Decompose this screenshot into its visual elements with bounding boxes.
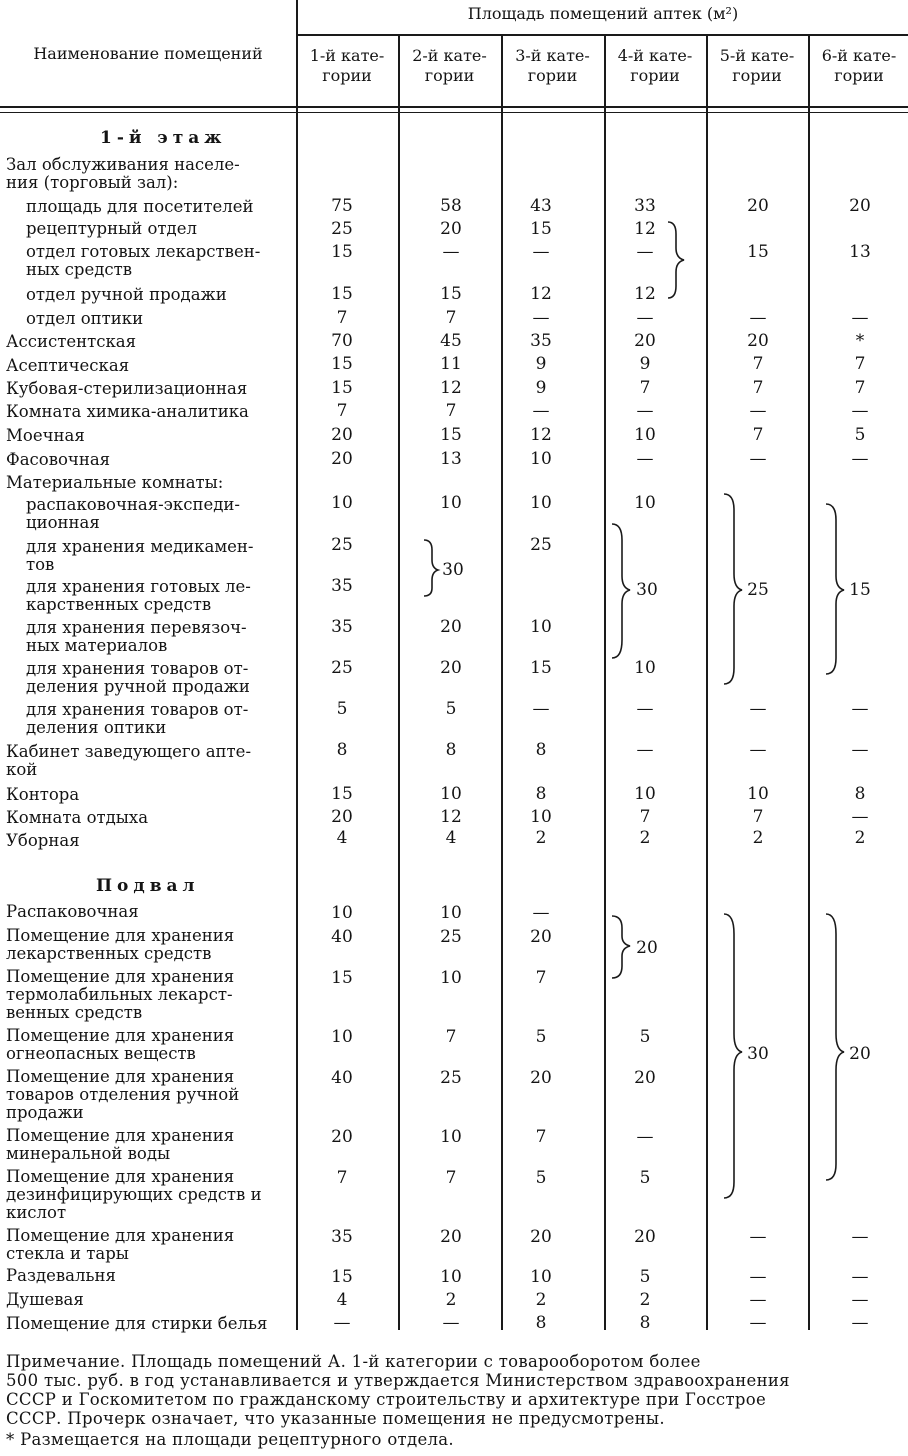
cell-value: —: [636, 308, 654, 328]
row-label: Помещение для хранения товаров отделения ручной продажи: [6, 1067, 240, 1122]
cell-value: *: [855, 331, 865, 351]
brace-basement-5th: [724, 914, 742, 1198]
cell-value: 10: [440, 784, 462, 804]
cell-value: 7: [854, 354, 866, 374]
cell-value: 7: [639, 378, 651, 398]
row-label: для хранения готовых ле- карственных средств: [26, 577, 251, 614]
note-line: Примечание. Площадь помещений А. 1-й категории с товарооборотом более: [6, 1352, 701, 1371]
category-header: 4-й кате- гории: [617, 46, 693, 85]
cell-value: —: [532, 242, 550, 262]
cell-value: 10: [634, 425, 656, 445]
cell-value: 20: [331, 1127, 353, 1147]
cell-value: 40: [331, 1068, 353, 1088]
cell-value: —: [636, 449, 654, 469]
category-header: 1-й кате- гории: [309, 46, 385, 85]
cell-value: 25: [530, 535, 552, 555]
cell-value: 7: [336, 308, 348, 328]
cell-value: 15: [331, 242, 353, 262]
row-label: Уборная: [6, 831, 80, 850]
row-label: для хранения перевязоч- ных материалов: [26, 618, 247, 655]
cell-value: 7: [752, 354, 764, 374]
row-label: Помещение для хранения дезинфицирующих средств и кислот: [6, 1167, 262, 1222]
row-label: отдел оптики: [26, 309, 144, 328]
section-title: 1-й этаж: [100, 128, 227, 148]
cell-value: —: [851, 807, 869, 827]
brace-1st-floor-4th: [668, 222, 684, 298]
cell-value: 5: [639, 1027, 651, 1047]
cell-value: 5: [535, 1027, 547, 1047]
cell-value: 7: [445, 1027, 457, 1047]
cell-value: 20: [331, 425, 353, 445]
cell-value: 20: [331, 807, 353, 827]
cell-value: 5: [639, 1168, 651, 1188]
cell-value: 10: [634, 658, 656, 678]
cell-value: —: [851, 308, 869, 328]
cell-value: —: [749, 740, 767, 760]
cell-value: —: [442, 242, 460, 262]
cell-value: 20: [440, 219, 462, 239]
cell-value: 9: [535, 378, 547, 398]
cell-value: 15: [440, 425, 462, 445]
cell-value: 25: [440, 927, 462, 947]
cell-value: 10: [530, 449, 552, 469]
cell-value: —: [532, 699, 550, 719]
cell-value: 11: [440, 354, 462, 374]
cell-value: 10: [530, 807, 552, 827]
cell-value: —: [749, 1227, 767, 1247]
cell-value: —: [851, 1290, 869, 1310]
cell-value: 10: [440, 968, 462, 988]
cell-value: 10: [331, 1027, 353, 1047]
cell-value: 4: [336, 1290, 348, 1310]
cell-value: —: [333, 1313, 351, 1333]
row-label: для хранения товаров от- деления ручной продажи: [26, 659, 250, 696]
cell-value: —: [749, 1313, 767, 1333]
cell-value: 43: [530, 196, 552, 216]
cell-value: 10: [747, 784, 769, 804]
row-label: Помещение для хранения термолабильных лекарст- венных средств: [6, 967, 235, 1022]
cell-value: —: [749, 699, 767, 719]
cell-value: 25: [331, 535, 353, 555]
cell-value: 8: [854, 784, 866, 804]
cell-value: 10: [440, 1267, 462, 1287]
cell-value: 25: [331, 219, 353, 239]
cell-value: 7: [445, 401, 457, 421]
cell-value: 25: [747, 580, 769, 600]
brace-storage-4th: [612, 524, 630, 658]
cell-value: 20: [530, 1227, 552, 1247]
cell-value: 10: [331, 903, 353, 923]
category-header: 5-й кате- гории: [719, 46, 795, 85]
cell-value: —: [851, 1227, 869, 1247]
note-line: 500 тыс. руб. в год устанавливается и утверждается Министерством здравоохранения: [6, 1371, 790, 1390]
cell-value: 25: [331, 658, 353, 678]
cell-value: 10: [440, 1127, 462, 1147]
cell-value: 20: [636, 938, 658, 958]
cell-value: —: [532, 903, 550, 923]
cell-value: 15: [530, 658, 552, 678]
row-label: Помещение для стирки белья: [6, 1314, 268, 1333]
row-label: рецептурный отдел: [26, 219, 197, 238]
cell-value: 8: [639, 1313, 651, 1333]
cell-value: 9: [535, 354, 547, 374]
row-label: Помещение для хранения стекла и тары: [6, 1226, 235, 1263]
cell-value: —: [442, 1313, 460, 1333]
cell-value: —: [851, 699, 869, 719]
row-label: Помещение для хранения лекарственных средств: [6, 926, 235, 963]
cell-value: 10: [440, 903, 462, 923]
cell-value: 20: [440, 658, 462, 678]
cell-value: 4: [336, 828, 348, 848]
cell-value: —: [636, 740, 654, 760]
cell-value: 7: [639, 807, 651, 827]
row-label: Душевая: [6, 1290, 84, 1309]
row-label: распаковочная-экспеди- ционная: [26, 495, 240, 532]
cell-value: 5: [445, 699, 457, 719]
cell-value: 12: [634, 219, 656, 239]
cell-value: 20: [849, 1044, 871, 1064]
row-label: для хранения товаров от- деления оптики: [26, 700, 249, 737]
cell-value: —: [636, 699, 654, 719]
cell-value: 7: [854, 378, 866, 398]
category-header: 3-й кате- гории: [515, 46, 590, 85]
cell-value: —: [749, 1267, 767, 1287]
row-label: Комната химика-аналитика: [6, 402, 249, 421]
cell-value: 8: [535, 740, 547, 760]
cell-value: —: [532, 308, 550, 328]
cell-value: 12: [530, 425, 552, 445]
brace-storage-6th: [826, 504, 844, 674]
cell-value: 45: [440, 331, 462, 351]
row-label: площадь для посетителей: [26, 197, 254, 216]
cell-value: 2: [535, 828, 547, 848]
cell-value: 20: [331, 449, 353, 469]
cell-value: 2: [752, 828, 764, 848]
cell-value: 20: [440, 617, 462, 637]
section-title: Подвал: [96, 876, 200, 896]
cell-value: 5: [535, 1168, 547, 1188]
cell-value: 2: [535, 1290, 547, 1310]
row-label: Материальные комнаты:: [6, 473, 224, 492]
cell-value: 7: [445, 1168, 457, 1188]
cell-value: 7: [752, 378, 764, 398]
row-label: Комната отдыха: [6, 808, 149, 827]
cell-value: 13: [440, 449, 462, 469]
cell-value: 10: [634, 784, 656, 804]
area-title: Площадь помещений аптек (м²): [467, 4, 739, 23]
cell-value: —: [532, 401, 550, 421]
cell-value: 35: [530, 331, 552, 351]
cell-value: —: [851, 401, 869, 421]
cell-value: 15: [331, 284, 353, 304]
row-label: отдел ручной продажи: [26, 285, 227, 304]
cell-value: 15: [331, 1267, 353, 1287]
cell-value: 15: [331, 968, 353, 988]
cell-value: —: [636, 401, 654, 421]
cell-value: 7: [535, 968, 547, 988]
cell-value: 20: [747, 196, 769, 216]
cell-value: 15: [530, 219, 552, 239]
cell-value: 35: [331, 576, 353, 596]
cell-value: 5: [336, 699, 348, 719]
cell-value: 75: [331, 196, 353, 216]
cell-value: 20: [634, 331, 656, 351]
note-line: СССР и Госкомитетом по гражданскому строительству и архитектуре при Госстрое: [6, 1390, 767, 1409]
cell-value: 7: [752, 425, 764, 445]
note-line: СССР. Прочерк означает, что указанные помещения не предусмотрены.: [6, 1409, 665, 1428]
cell-value: 7: [445, 308, 457, 328]
row-label: Асептическая: [6, 356, 130, 375]
cell-value: 25: [440, 1068, 462, 1088]
brace-basement-6th: [826, 914, 844, 1180]
cell-value: 15: [440, 284, 462, 304]
cell-value: 20: [530, 927, 552, 947]
cell-value: —: [749, 401, 767, 421]
cell-value: 8: [535, 1313, 547, 1333]
cell-value: 7: [535, 1127, 547, 1147]
cell-value: 10: [530, 1267, 552, 1287]
cell-value: 35: [331, 617, 353, 637]
cell-value: —: [851, 449, 869, 469]
row-label: Зал обслуживания населе- ния (торговый зал):: [6, 155, 240, 192]
cell-value: 8: [445, 740, 457, 760]
cell-value: 20: [440, 1227, 462, 1247]
cell-value: 7: [752, 807, 764, 827]
brace-basement-4th: [612, 916, 630, 978]
cell-value: 8: [336, 740, 348, 760]
cell-value: 15: [849, 580, 871, 600]
cell-value: 33: [634, 196, 656, 216]
row-label: отдел готовых лекарствен- ных средств: [26, 242, 261, 279]
footnote: * Размещается на площади рецептурного отдела.: [6, 1430, 454, 1449]
cell-value: 35: [331, 1227, 353, 1247]
cell-value: 10: [440, 493, 462, 513]
cell-value: 70: [331, 331, 353, 351]
cell-value: 12: [634, 284, 656, 304]
cell-value: 30: [747, 1044, 769, 1064]
cell-value: —: [636, 242, 654, 262]
cell-value: 5: [639, 1267, 651, 1287]
cell-value: 5: [854, 425, 866, 445]
cell-value: 2: [854, 828, 866, 848]
cell-value: 12: [440, 807, 462, 827]
cell-value: 12: [530, 284, 552, 304]
cell-value: 10: [634, 493, 656, 513]
cell-value: 4: [445, 828, 457, 848]
cell-value: —: [749, 449, 767, 469]
cell-value: 13: [849, 242, 871, 262]
row-label: Кубовая-стерилизационная: [6, 379, 248, 398]
cell-value: 15: [747, 242, 769, 262]
cell-value: 12: [440, 378, 462, 398]
row-label: Раздевальня: [6, 1266, 116, 1285]
name-column-header: Наименование помещений: [33, 44, 263, 63]
cell-value: 7: [336, 401, 348, 421]
cell-value: 20: [530, 1068, 552, 1088]
brace-storage-5th: [724, 494, 742, 684]
cell-value: 40: [331, 927, 353, 947]
cell-value: 8: [535, 784, 547, 804]
category-header: 2-й кате- гории: [412, 46, 487, 85]
cell-value: —: [749, 308, 767, 328]
brace-storage-2nd: [424, 540, 438, 596]
row-label: Контора: [6, 785, 80, 804]
cell-value: —: [851, 1313, 869, 1333]
cell-value: 15: [331, 378, 353, 398]
cell-value: 2: [445, 1290, 457, 1310]
cell-value: 2: [639, 1290, 651, 1310]
cell-value: —: [636, 1127, 654, 1147]
cell-value: 58: [440, 196, 462, 216]
cell-value: —: [851, 1267, 869, 1287]
row-label: Ассистентская: [6, 332, 137, 351]
row-label: Фасовочная: [6, 450, 111, 469]
cell-value: 20: [747, 331, 769, 351]
cell-value: 20: [849, 196, 871, 216]
cell-value: 30: [636, 580, 658, 600]
cell-value: 10: [530, 617, 552, 637]
cell-value: 10: [530, 493, 552, 513]
cell-value: 9: [639, 354, 651, 374]
cell-value: 15: [331, 354, 353, 374]
row-label: Распаковочная: [6, 902, 139, 921]
cell-value: —: [749, 1290, 767, 1310]
row-label: Помещение для хранения огнеопасных веществ: [6, 1026, 235, 1063]
cell-value: 15: [331, 784, 353, 804]
cell-value: 20: [634, 1227, 656, 1247]
category-header: 6-й кате- гории: [821, 46, 897, 85]
cell-value: —: [851, 740, 869, 760]
cell-value: 30: [442, 560, 464, 580]
row-label: Моечная: [6, 426, 85, 445]
cell-value: 7: [336, 1168, 348, 1188]
row-label: для хранения медикамен- тов: [26, 537, 254, 574]
row-label: Помещение для хранения минеральной воды: [6, 1126, 235, 1163]
cell-value: 10: [331, 493, 353, 513]
cell-value: 2: [639, 828, 651, 848]
cell-value: 20: [634, 1068, 656, 1088]
row-label: Кабинет заведующего апте- кой: [6, 742, 252, 779]
